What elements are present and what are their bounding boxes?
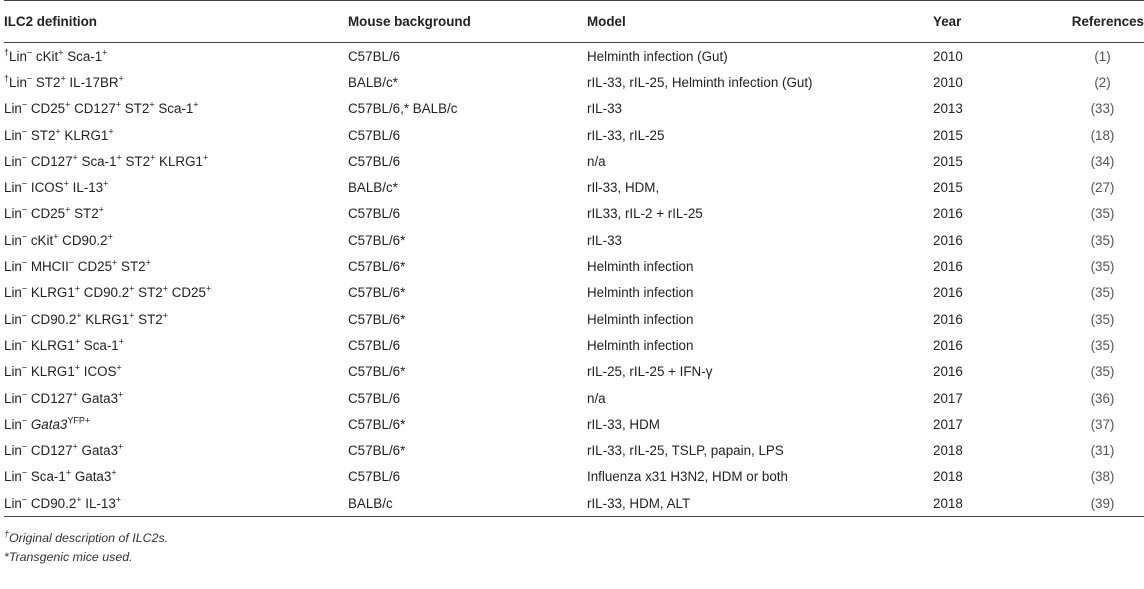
cell-year: 2018: [933, 469, 963, 485]
marker-text: Lin: [4, 232, 22, 248]
marker-superscript: −: [21, 441, 28, 452]
marker-superscript: −: [21, 310, 28, 321]
marker-text: ST2: [32, 74, 61, 90]
table-row: [4, 96, 1144, 122]
cell-reference: (2): [1094, 74, 1111, 90]
marker-superscript: +: [65, 204, 71, 215]
cell-reference: (35): [1090, 285, 1115, 301]
marker-superscript: +: [115, 99, 122, 110]
marker-text: IL-17BR: [65, 74, 119, 90]
cell-mouse-background: C57BL/6*: [348, 364, 406, 380]
cell-year: 2016: [933, 259, 963, 275]
cell-year: 2018: [933, 443, 963, 459]
marker-superscript: −: [21, 494, 28, 505]
marker-superscript: −: [21, 283, 28, 294]
cell-year: 2016: [933, 232, 963, 248]
table-body: [4, 43, 1144, 517]
cell-year: 2016: [933, 337, 963, 353]
marker-text: Sca-1: [63, 48, 103, 64]
marker-text: Lin: [4, 311, 22, 327]
cell-mouse-background: BALB/c*: [348, 74, 398, 90]
marker-superscript: −: [21, 152, 28, 163]
marker-superscript: +: [202, 152, 209, 163]
marker-superscript: +: [60, 73, 66, 84]
marker-superscript: +: [55, 126, 61, 137]
cell-model: rIL-33, HDM, ALT: [587, 490, 933, 517]
cell-mouse-background: C57BL/6: [348, 206, 401, 222]
cell-reference: (35): [1090, 232, 1115, 248]
cell-ilc2-definition: [4, 148, 348, 174]
cell-ilc2-definition: [4, 253, 348, 279]
marker-text: CD127: [70, 101, 116, 117]
cell-reference: (35): [1090, 206, 1115, 222]
cell-mouse-background: C57BL/6,* BALB/c: [348, 101, 458, 117]
cell-ilc2-definition: [4, 43, 348, 70]
marker-text: CD90.2: [58, 232, 108, 248]
marker-text: Lin: [4, 337, 22, 353]
marker-superscript: †: [4, 47, 10, 58]
marker-text: Gata3: [77, 443, 119, 459]
header-ilc2-definition: ILC2 definition: [4, 1, 348, 43]
cell-model: Helminth infection: [587, 285, 694, 301]
cell-year: 2018: [933, 490, 1061, 517]
cell-mouse-background: C57BL/6: [348, 153, 401, 169]
marker-text: Lin: [4, 416, 22, 432]
footnote-dagger: [4, 529, 1144, 548]
header-mouse-background: Mouse background: [348, 1, 587, 43]
table-footnotes: [4, 529, 1144, 567]
cell-reference: (36): [1090, 390, 1115, 406]
cell-year: 2015: [933, 153, 963, 169]
cell-ilc2-definition: [4, 332, 348, 358]
cell-reference: (37): [1090, 416, 1115, 432]
marker-text: Gata3: [77, 390, 119, 406]
marker-superscript: +: [205, 283, 212, 294]
marker-superscript: +: [149, 99, 155, 110]
cell-mouse-background: C57BL/6: [348, 127, 401, 143]
marker-text: ST2: [121, 153, 151, 169]
marker-text: CD127: [27, 153, 73, 169]
cell-reference: (33): [1090, 101, 1115, 117]
cell-mouse-background: C57BL/6: [348, 337, 401, 353]
cell-model: rIl-33, HDM,: [587, 180, 660, 196]
marker-text: Gata3: [71, 469, 112, 485]
marker-text: ICOS: [80, 364, 117, 380]
marker-superscript: +: [65, 467, 72, 478]
marker-superscript: +: [162, 310, 168, 321]
marker-text: ST2: [134, 311, 163, 327]
marker-superscript: −: [68, 257, 75, 268]
marker-superscript: +: [111, 467, 117, 478]
cell-model: rIL-33: [587, 101, 622, 117]
marker-text: Lin: [4, 127, 22, 143]
gene-name-italic: Gata3: [30, 416, 68, 432]
cell-ilc2-definition: [4, 174, 348, 200]
table-row: [4, 43, 1144, 70]
cell-year: 2015: [933, 127, 963, 143]
cell-year: 2016: [933, 206, 963, 222]
dagger-note-text: Original description of ILC2s.: [9, 531, 169, 546]
table-header-row: [4, 1, 1144, 43]
marker-text: Lin: [4, 469, 22, 485]
marker-text: Lin: [4, 153, 22, 169]
table-row: [4, 385, 1144, 411]
marker-superscript: +: [112, 257, 118, 268]
cell-model: n/a: [587, 390, 606, 406]
table-row: [4, 201, 1144, 227]
marker-text: Lin: [4, 390, 22, 406]
cell-model: n/a: [587, 153, 606, 169]
cell-mouse-background: C57BL/6: [348, 469, 401, 485]
marker-superscript: +: [118, 336, 125, 347]
marker-text: Sca-1: [80, 337, 119, 353]
cell-reference: (35): [1090, 259, 1115, 275]
marker-superscript: +: [118, 389, 124, 400]
marker-superscript: +: [118, 441, 124, 452]
cell-mouse-background: C57BL/6: [348, 390, 401, 406]
ilc2-definitions-table: [4, 0, 1144, 517]
marker-text: Sca-1: [27, 469, 66, 485]
cell-reference: (39): [1061, 490, 1144, 517]
cell-model: rIL-25, rIL-25 + IFN-γ: [587, 364, 713, 380]
cell-mouse-background: C57BL/6*: [348, 259, 406, 275]
cell-ilc2-definition: [4, 411, 348, 437]
table-row: [4, 253, 1144, 279]
marker-text: IL-13: [81, 495, 116, 511]
cell-ilc2-definition: [4, 96, 348, 122]
cell-mouse-background: C57BL/6: [348, 48, 401, 64]
marker-text: Lin: [4, 206, 22, 222]
cell-ilc2-definition: [4, 490, 348, 517]
marker-text: CD127: [27, 443, 73, 459]
marker-superscript: −: [21, 178, 28, 189]
marker-superscript: −: [21, 257, 28, 268]
cell-year: 2010: [933, 48, 963, 64]
table-row: [4, 174, 1144, 200]
marker-text: CD25: [74, 259, 113, 275]
cell-mouse-background: BALB/c*: [348, 180, 398, 196]
marker-text: ST2: [117, 259, 146, 275]
marker-superscript: +: [103, 178, 109, 189]
marker-superscript: +: [129, 310, 135, 321]
cell-year: 2013: [933, 101, 963, 117]
marker-text: Lin: [4, 259, 22, 275]
marker-superscript: +: [74, 336, 81, 347]
marker-superscript: +: [162, 283, 168, 294]
table-row: [4, 148, 1144, 174]
cell-mouse-background: C57BL/6*: [348, 285, 406, 301]
marker-text: Lin: [4, 443, 22, 459]
marker-superscript: +: [129, 283, 135, 294]
table-row: [4, 69, 1144, 95]
marker-superscript: +: [98, 204, 104, 215]
marker-superscript: −: [21, 204, 28, 215]
marker-text: cKit: [27, 232, 54, 248]
marker-superscript: +: [116, 152, 122, 163]
cell-ilc2-definition: [4, 227, 348, 253]
marker-superscript: +: [74, 283, 81, 294]
cell-model: Helminth infection: [587, 259, 694, 275]
cell-reference: (31): [1090, 443, 1115, 459]
marker-superscript: +: [53, 231, 59, 242]
marker-superscript: +: [107, 231, 113, 242]
cell-year: 2010: [933, 74, 963, 90]
marker-text: KLRG1: [60, 127, 109, 143]
marker-text: Sca-1: [154, 101, 194, 117]
cell-mouse-background: C57BL/6*: [348, 311, 406, 327]
marker-superscript: YFP+: [67, 415, 91, 426]
cell-reference: (27): [1090, 180, 1115, 196]
marker-superscript: +: [116, 362, 122, 373]
marker-text: CD90.2: [27, 311, 77, 327]
marker-superscript: −: [21, 362, 28, 373]
cell-ilc2-definition: [4, 201, 348, 227]
marker-superscript: +: [115, 494, 122, 505]
marker-text: CD90.2: [27, 495, 77, 511]
dagger-mark: †: [4, 529, 10, 540]
table-row: [4, 359, 1144, 385]
cell-model: Helminth infection: [587, 311, 694, 327]
marker-text: Lin: [4, 180, 22, 196]
cell-year: 2016: [933, 311, 963, 327]
marker-superscript: +: [74, 362, 81, 373]
table-row: [4, 122, 1144, 148]
cell-mouse-background: BALB/c: [348, 490, 587, 517]
marker-superscript: −: [21, 231, 28, 242]
marker-superscript: +: [76, 494, 82, 505]
marker-superscript: −: [21, 126, 28, 137]
marker-text: MHCII: [27, 259, 69, 275]
cell-year: 2016: [933, 364, 963, 380]
cell-ilc2-definition: [4, 437, 348, 463]
cell-model: rIL33, rIL-2 + rIL-25: [587, 206, 703, 222]
marker-text: ST2: [121, 101, 150, 117]
marker-text: CD25: [27, 206, 66, 222]
cell-ilc2-definition: [4, 464, 348, 490]
marker-superscript: +: [145, 257, 151, 268]
cell-year: 2017: [933, 390, 963, 406]
marker-text: CD25: [27, 101, 66, 117]
cell-reference: (35): [1090, 311, 1115, 327]
table-row: [4, 464, 1144, 490]
cell-mouse-background: C57BL/6*: [348, 416, 406, 432]
marker-text: KLRG1: [155, 153, 203, 169]
marker-text: ST2: [27, 127, 56, 143]
marker-text: KLRG1: [27, 285, 75, 301]
cell-reference: (35): [1090, 364, 1115, 380]
cell-model: rIL-33, rIL-25, Helminth infection (Gut): [587, 74, 813, 90]
cell-model: Helminth infection: [587, 337, 694, 353]
marker-superscript: −: [21, 415, 28, 426]
header-model: Model: [587, 1, 933, 43]
marker-text: KLRG1: [81, 311, 130, 327]
marker-superscript: +: [72, 152, 78, 163]
cell-ilc2-definition: [4, 306, 348, 332]
marker-text: IL-13: [68, 180, 104, 196]
table-row: [4, 306, 1144, 332]
marker-superscript: +: [65, 99, 71, 110]
marker-text: CD127: [27, 390, 73, 406]
cell-ilc2-definition: [4, 280, 348, 306]
header-references: References: [1061, 1, 1144, 43]
cell-reference: (18): [1090, 127, 1115, 143]
marker-text: ST2: [134, 285, 163, 301]
cell-model: rIL-33, HDM: [587, 416, 660, 432]
marker-superscript: +: [63, 178, 69, 189]
cell-reference: (38): [1090, 469, 1115, 485]
marker-superscript: −: [26, 47, 33, 58]
marker-text: ST2: [70, 206, 99, 222]
marker-superscript: +: [102, 47, 108, 58]
table-row: [4, 280, 1144, 306]
marker-text: Sca-1: [77, 153, 117, 169]
marker-text: KLRG1: [27, 337, 75, 353]
table-row: [4, 437, 1144, 463]
table-row: [4, 411, 1144, 437]
cell-reference: (1): [1094, 48, 1111, 64]
marker-text: CD90.2: [80, 285, 130, 301]
cell-reference: (35): [1090, 337, 1115, 353]
header-year: Year: [933, 1, 1061, 43]
cell-model: rIL-33: [587, 232, 622, 248]
cell-mouse-background: C57BL/6*: [348, 443, 406, 459]
cell-reference: (34): [1090, 153, 1115, 169]
cell-ilc2-definition: [4, 385, 348, 411]
cell-model: Influenza x31 H3N2, HDM or both: [587, 469, 788, 485]
marker-superscript: +: [72, 441, 78, 452]
cell-year: 2016: [933, 285, 963, 301]
marker-superscript: −: [21, 389, 28, 400]
marker-text: Lin: [4, 101, 22, 117]
marker-text: Lin: [9, 74, 27, 90]
marker-text: cKit: [32, 48, 59, 64]
marker-text: Lin: [4, 495, 22, 511]
cell-ilc2-definition: [4, 122, 348, 148]
marker-text: Lin: [4, 285, 22, 301]
cell-model: Helminth infection (Gut): [587, 48, 728, 64]
marker-superscript: +: [193, 99, 199, 110]
marker-superscript: −: [21, 99, 28, 110]
cell-ilc2-definition: [4, 69, 348, 95]
cell-year: 2017: [933, 416, 963, 432]
table-row: [4, 332, 1144, 358]
cell-mouse-background: C57BL/6*: [348, 232, 406, 248]
marker-superscript: +: [72, 389, 78, 400]
marker-superscript: †: [4, 73, 10, 84]
marker-text: Lin: [4, 364, 22, 380]
marker-text: KLRG1: [27, 364, 75, 380]
cell-ilc2-definition: [4, 359, 348, 385]
marker-text: CD25: [167, 285, 206, 301]
marker-superscript: +: [58, 47, 64, 58]
table-row: [4, 490, 1144, 517]
marker-superscript: +: [108, 126, 114, 137]
marker-superscript: +: [118, 73, 124, 84]
marker-superscript: −: [26, 73, 33, 84]
marker-superscript: +: [150, 152, 156, 163]
marker-superscript: +: [76, 310, 82, 321]
cell-model: rIL-33, rIL-25: [587, 127, 665, 143]
footnote-star: *Transgenic mice used.: [4, 550, 133, 565]
marker-superscript: −: [21, 336, 28, 347]
table-row: [4, 227, 1144, 253]
marker-text: Lin: [9, 48, 27, 64]
marker-text: ICOS: [27, 180, 64, 196]
cell-year: 2015: [933, 180, 963, 196]
marker-superscript: −: [21, 467, 28, 478]
cell-model: rIL-33, rIL-25, TSLP, papain, LPS: [587, 443, 784, 459]
